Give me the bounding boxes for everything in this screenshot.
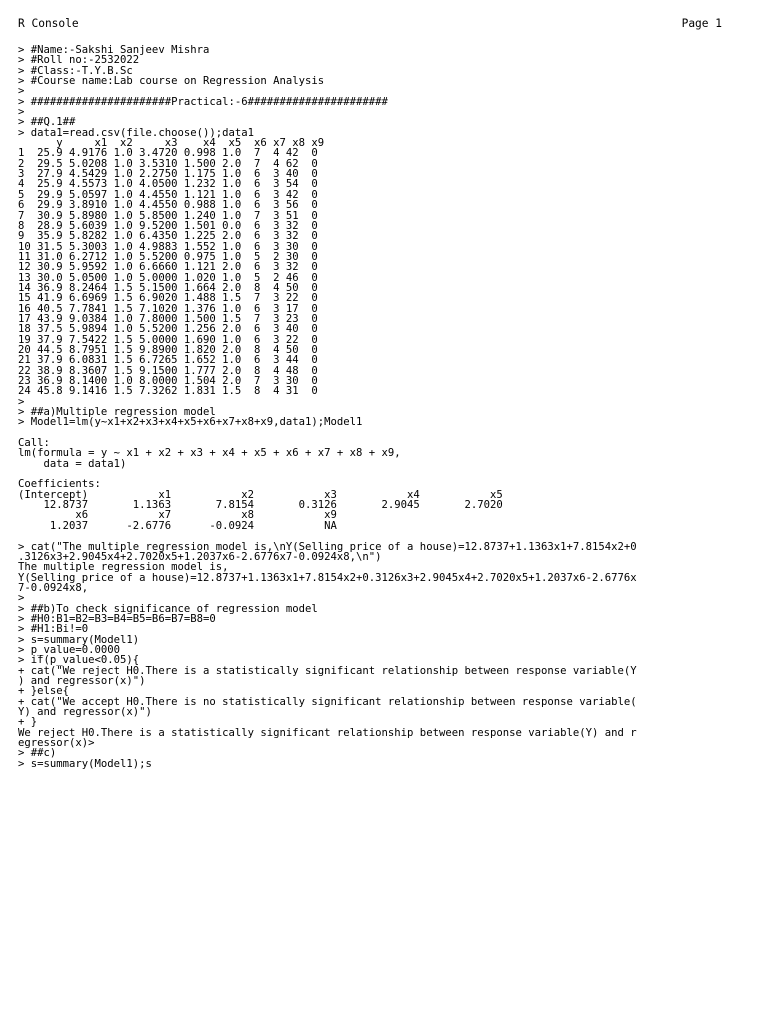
console-line: 5 29.9 5.0597 1.0 4.4550 1.121 1.0 6 3 42 0: [18, 188, 318, 201]
console-line: > p_value=0.0000: [18, 643, 121, 656]
console-line: (Intercept) x1 x2 x3 x4 x5: [18, 488, 503, 501]
console-line: > #H1:Bi!=0: [18, 623, 89, 636]
console-line: 8 28.9 5.6039 1.0 9.5200 1.501 0.0 6 3 32 0: [18, 219, 318, 232]
console-line: .3126x3+2.9045x4+2.7020x5+1.2037x6-2.6776x7-0.0924x8,\n"): [18, 550, 382, 563]
console-line: 7-0.0924x8,: [18, 581, 89, 594]
console-line: > #Course name:Lab course on Regression Analysis: [18, 75, 325, 88]
console-line: > #H0:B1=B2=B3=B4=B5=B6=B7=B8=0: [18, 612, 216, 625]
console-line: + cat("We accept H0.There is no statistically significant relationship between response variable(: [18, 695, 637, 708]
console-line: >: [18, 85, 25, 98]
console-line: > s=summary(Model1): [18, 633, 140, 646]
page-number: Page 1: [681, 17, 722, 30]
console-line: 17 43.9 9.0384 1.0 7.8000 1.500 1.5 7 3 23 0: [18, 312, 318, 325]
console-line: egressor(x)>: [18, 737, 95, 750]
console-line: 12.8737 1.1363 7.8154 0.3126 2.9045 2.7020: [18, 499, 503, 512]
console-line: 14 36.9 8.2464 1.5 5.1500 1.664 2.0 8 4 50 0: [18, 281, 318, 294]
console-line: >: [18, 106, 25, 119]
console-line: 2 29.5 5.0208 1.0 3.5310 1.500 2.0 7 4 62 0: [18, 157, 318, 170]
window-title: R Console: [18, 17, 79, 30]
console-line: 24 45.8 9.1416 1.5 7.3262 1.831 1.5 8 4 31 0: [18, 385, 318, 398]
console-line: 9 35.9 5.8282 1.0 6.4350 1.225 2.0 6 3 32 0: [18, 230, 318, 243]
console-line: > if(p_value<0.05){: [18, 654, 140, 667]
console-line: 16 40.5 7.7841 1.5 7.1020 1.376 1.0 6 3 17 0: [18, 302, 318, 315]
console-line: 15 41.9 6.6969 1.5 6.9020 1.488 1.5 7 3 22 0: [18, 292, 318, 305]
console-line: > ##a)Multiple regression model: [18, 406, 216, 419]
console-line: [18, 428, 758, 438]
console-line: The multiple regression model is,: [18, 561, 229, 574]
console-line: 3 27.9 4.5429 1.0 2.2750 1.175 1.0 6 3 40 0: [18, 168, 318, 181]
console-line: 13 30.0 5.0500 1.0 5.0000 1.020 1.0 5 2 46 0: [18, 271, 318, 284]
console-line: 1 25.9 4.9176 1.0 3.4720 0.998 1.0 7 4 42 0: [18, 147, 318, 160]
console-line: 11 31.0 6.2712 1.0 5.5200 0.975 1.0 5 2 30 0: [18, 250, 318, 263]
console-line: > ##Q.1##: [18, 116, 76, 129]
console-line: > ##b)To check significance of regression model: [18, 602, 318, 615]
console-line: lm(formula = y ~ x1 + x2 + x3 + x4 + x5 + x6 + x7 + x8 + x9,: [18, 447, 401, 460]
console-line: 19 37.9 7.5422 1.5 5.0000 1.690 1.0 6 3 22 0: [18, 333, 318, 346]
console-line: >: [18, 592, 25, 605]
console-line: 1.2037 -2.6776 -0.0924 NA: [18, 519, 337, 532]
console-line: > #Name:-Sakshi Sanjeev Mishra: [18, 45, 210, 56]
console-line: > ######################Practical:-6######################: [18, 95, 388, 108]
console-line: x6 x7 x8 x9: [18, 509, 337, 522]
console-line: > Model1=lm(y~x1+x2+x3+x4+x5+x6+x7+x8+x9,data1);Model1: [18, 416, 363, 429]
console-line: > cat("The multiple regression model is,\nY(Selling price of a house)=12.8737+1.1363x1+7.8154x2+0: [18, 540, 637, 553]
console-line: 20 44.5 8.7951 1.5 9.8900 1.820 2.0 8 4 50 0: [18, 343, 318, 356]
console-line: > ##c): [18, 747, 57, 760]
console-line: Y) and regressor(x)"): [18, 706, 152, 718]
console-line: + }else{: [18, 685, 70, 698]
console-line: + cat("We reject H0.There is a statistically significant relationship between response variable(Y: [18, 664, 637, 677]
console-line: 12 30.9 5.9592 1.0 6.6660 1.121 2.0 6 3 32 0: [18, 261, 318, 274]
console-line: Y(Selling price of a house)=12.8737+1.1363x1+7.8154x2+0.3126x3+2.9045x4+2.7020x5+1.2037x6-2.6776x: [18, 571, 637, 584]
console-line: Call:: [18, 437, 50, 450]
console-line: + }: [18, 716, 38, 729]
console-line: 23 36.9 8.1400 1.0 8.0000 1.504 2.0 7 3 30 0: [18, 375, 318, 387]
console-line: 18 37.5 5.9894 1.0 5.5200 1.256 2.0 6 3 40 0: [18, 323, 318, 336]
console-line: > data1=read.csv(file.choose());data1: [18, 126, 254, 139]
console-line: data = data1): [18, 457, 127, 470]
console-line: 4 25.9 4.5573 1.0 4.0500 1.232 1.0 6 3 54 0: [18, 178, 318, 191]
console-line: 7 30.9 5.8980 1.0 5.8500 1.240 1.0 7 3 51 0: [18, 209, 318, 222]
console-line: ) and regressor(x)"): [18, 674, 146, 687]
console-line: [18, 469, 758, 479]
console-line: >: [18, 395, 25, 408]
console-line: 10 31.5 5.3003 1.0 4.9883 1.552 1.0 6 3 30 0: [18, 240, 318, 253]
console-line: > #Class:-T.Y.B.Sc: [18, 64, 133, 77]
console-line: [18, 531, 758, 541]
console-line: Coefficients:: [18, 478, 101, 491]
console-line: y x1 x2 x3 x4 x5 x6 x7 x8 x9: [18, 137, 325, 150]
console-output: [18, 45, 758, 769]
page-header: [18, 17, 750, 31]
console-line: 6 29.9 3.8910 1.0 4.4550 0.988 1.0 6 3 56 0: [18, 199, 318, 212]
console-line: We reject H0.There is a statistically significant relationship between response variable(Y) and r: [18, 726, 637, 739]
console-line: > s=summary(Model1);s: [18, 757, 152, 770]
console-line: > #Roll no:-2532022: [18, 54, 140, 67]
console-line: 21 37.9 6.0831 1.5 6.7265 1.652 1.0 6 3 44 0: [18, 354, 318, 367]
console-line: 22 38.9 8.3607 1.5 9.1500 1.777 2.0 8 4 48 0: [18, 364, 318, 377]
